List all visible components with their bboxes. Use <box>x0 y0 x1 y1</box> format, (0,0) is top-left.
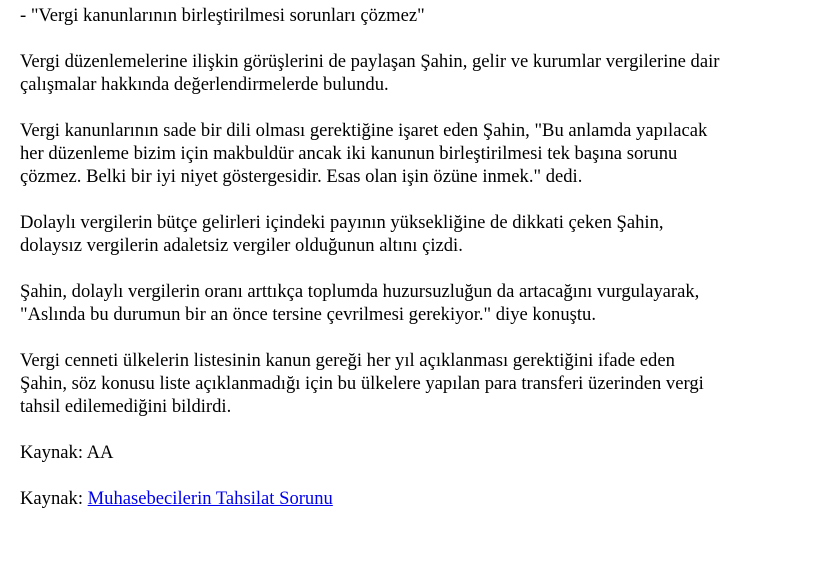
paragraph-line: Dolaylı vergilerin bütçe gelirleri içindeki payının yüksekliğine de dikkati çeken Şahin, <box>20 212 664 233</box>
source-credit: Kaynak: AA <box>20 442 114 463</box>
paragraph-line: Şahin, dolaylı vergilerin oranı arttıkça toplumda huzursuzluğun da artacağını vurgulayarak, <box>20 281 700 302</box>
article-subheading: - "Vergi kanunlarının birleştirilmesi sorunları çözmez" <box>20 5 425 26</box>
paragraph-line: çözmez. Belki bir iyi niyet göstergesidir. Esas olan işin özüne inmek." dedi. <box>20 166 583 187</box>
paragraph-line: Vergi kanunlarının sade bir dili olması gerektiğine işaret eden Şahin, "Bu anlamda yapılacak <box>20 120 708 141</box>
article-body <box>20 4 810 533</box>
paragraph-line: her düzenleme bizim için makbuldür ancak iki kanunun birleştirilmesi tek başına sorunu <box>20 143 678 164</box>
paragraph-tax-regulations <box>20 50 810 96</box>
paragraph-line: "Aslında bu durumun bir an önce tersine çevrilmesi gerekiyor." diye konuştu. <box>20 304 596 325</box>
paragraph-line: tahsil edilemediğini bildirdi. <box>20 396 232 417</box>
source-link-line <box>20 487 810 510</box>
paragraph-tax-havens <box>20 349 810 418</box>
paragraph-social-unrest <box>20 280 810 326</box>
paragraph-simple-language <box>20 119 810 188</box>
source-article-link[interactable]: Muhasebecilerin Tahsilat Sorunu <box>87 488 333 509</box>
paragraph-line: Şahin, söz konusu liste açıklanmadığı için bu ülkelere yapılan para transferi üzerinden vergi <box>20 373 704 394</box>
paragraph-line: Vergi düzenlemelerine ilişkin görüşlerini de paylaşan Şahin, gelir ve kurumlar vergilerine dair <box>20 51 720 72</box>
paragraph-line: dolaysız vergilerin adaletsiz vergiler olduğunun altını çizdi. <box>20 235 463 256</box>
paragraph-indirect-taxes <box>20 211 810 257</box>
paragraph-line: Vergi cenneti ülkelerin listesinin kanun gereği her yıl açıklanması gerektiğini ifade eden <box>20 350 675 371</box>
paragraph-line: çalışmalar hakkında değerlendirmelerde bulundu. <box>20 74 389 95</box>
source-link-prefix: Kaynak: <box>20 488 88 509</box>
